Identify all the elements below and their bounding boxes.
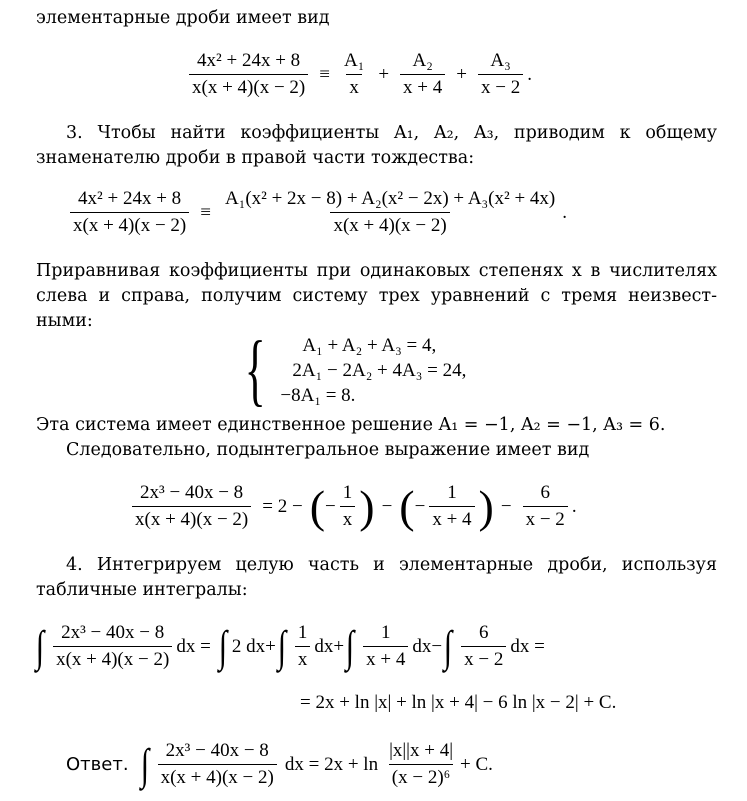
integral-term: 2 dx+ — [231, 635, 276, 657]
numerator: 4x² + 24x + 8 — [78, 188, 182, 209]
numerator: |x||x + 4| — [389, 740, 454, 761]
fraction — [189, 50, 308, 99]
equation-common-denominator — [66, 188, 567, 237]
fraction — [222, 188, 558, 237]
equation-integral-result — [300, 692, 616, 714]
equation-integrand — [128, 482, 577, 531]
answer-equation — [66, 740, 493, 789]
fraction — [53, 622, 172, 671]
fraction — [386, 740, 456, 789]
dx: dx+ — [314, 635, 345, 657]
denominator: x — [346, 74, 362, 99]
numerator: 1 — [381, 622, 391, 643]
integral-sign: ∫ — [218, 621, 228, 671]
numerator: 2x³ − 40x − 8 — [165, 740, 269, 761]
right-paren: ) — [478, 480, 494, 532]
numerator: 2x³ − 40x − 8 — [61, 622, 165, 643]
denominator: x(x + 4)(x − 2) — [132, 506, 251, 531]
denominator: x — [340, 506, 356, 531]
text-line: элементарные дроби имеет вид — [36, 8, 330, 28]
fraction — [461, 622, 506, 671]
denominator: x + 4 — [429, 506, 474, 531]
result-text: = 2x + ln |x| + ln |x + 4| − 6 ln |x − 2| + C. — [300, 692, 617, 713]
text-line: слева и справа, получим систему трех уравнений с тремя неизвест- — [36, 286, 717, 306]
fraction — [341, 50, 367, 99]
denominator: x — [295, 646, 311, 671]
equiv-sign: ≡ — [200, 201, 211, 223]
text-line: табличные интегралы: — [36, 580, 248, 600]
fraction — [70, 188, 189, 237]
numerator: 4x² + 24x + 8 — [197, 50, 301, 71]
fraction — [340, 482, 356, 531]
minus-sign: − — [500, 495, 512, 517]
denominator: x(x + 4)(x − 2) — [70, 212, 189, 237]
text-line: знаменателю дроби в правой части тождества: — [36, 148, 475, 168]
dx: dx = — [176, 635, 211, 657]
numerator: A₁(x² + 2x − 8) + A₂(x² − 2x) + A₃(x² + 4x) — [224, 188, 556, 209]
left-brace: { — [244, 326, 266, 414]
system-row: A₁ + A₂ + A₃ = 4, — [302, 334, 437, 356]
numerator: A₂ — [412, 50, 433, 71]
numerator: 6 — [479, 622, 489, 643]
text-line: ными: — [36, 311, 93, 331]
denominator: x(x + 4)(x − 2) — [53, 646, 172, 671]
fraction — [478, 50, 523, 99]
answer-label: Ответ. — [66, 754, 129, 775]
integral-sign: ∫ — [140, 739, 149, 789]
fraction — [400, 50, 445, 99]
left-paren: ( — [399, 480, 415, 532]
equation-system — [236, 326, 467, 414]
denominator: x − 2 — [523, 506, 568, 531]
left-paren: ( — [309, 480, 326, 532]
fraction — [132, 482, 251, 531]
denominator: x(x + 4)(x − 2) — [158, 764, 277, 789]
text-line: Приравнивая коэффициенты при одинаковых степенях x в числителях — [36, 261, 717, 281]
integral-sign: ∫ — [345, 621, 355, 671]
text-line: Следовательно, подынтегральное выражение имеет вид — [66, 440, 590, 460]
equals-term: = 2 − — [262, 495, 303, 517]
numerator: 1 — [342, 482, 353, 503]
fraction — [523, 482, 568, 531]
denominator: x + 4 — [400, 74, 445, 99]
integral-sign: ∫ — [443, 621, 453, 671]
fraction — [363, 622, 408, 671]
denominator: x + 4 — [363, 646, 408, 671]
text-line: Эта система имеет единственное решение A₁ = −1, A₂ = −1, A₃ = 6. — [36, 415, 666, 435]
minus-sign: − — [381, 495, 393, 517]
plus-sign: + — [378, 63, 390, 85]
answer-term: + C. — [460, 753, 493, 775]
equation-partial-fractions — [185, 50, 532, 99]
fraction — [429, 482, 474, 531]
numerator: 1 — [297, 622, 308, 643]
fraction — [295, 622, 311, 671]
right-paren: ) — [359, 480, 375, 532]
equiv-sign: ≡ — [319, 63, 330, 85]
text-line: 4. Интегрируем целую часть и элементарные дроби, используя — [66, 555, 717, 575]
denominator: (x − 2)⁶ — [389, 764, 454, 789]
dx: dx− — [412, 635, 443, 657]
denominator: x − 2 — [478, 74, 523, 99]
text-line: 3. Чтобы найти коэффициенты A₁, A₂, A₃, приводим к общему — [66, 123, 717, 143]
fraction — [158, 740, 277, 789]
period: . — [527, 63, 532, 85]
answer-term: dx = 2x + ln — [284, 753, 379, 775]
integral-sign: ∫ — [277, 621, 287, 671]
numerator: 1 — [447, 482, 457, 503]
minus-sign: − — [414, 495, 426, 517]
numerator: A₁ — [343, 50, 365, 71]
denominator: x(x + 4)(x − 2) — [189, 74, 308, 99]
plus-sign: + — [456, 63, 467, 85]
denominator: x − 2 — [461, 646, 506, 671]
numerator: A₃ — [490, 50, 511, 71]
numerator: 2x³ − 40x − 8 — [140, 482, 244, 503]
system-row: −8A₁ = 8. — [280, 384, 356, 406]
period: . — [571, 495, 577, 517]
system-row: 2A₁ − 2A₂ + 4A₃ = 24, — [292, 359, 467, 381]
period: . — [562, 201, 568, 223]
minus-sign: − — [325, 495, 336, 517]
numerator: 6 — [540, 482, 550, 503]
integral-sign: ∫ — [35, 621, 45, 671]
dx: dx = — [510, 635, 545, 657]
equation-integral — [34, 622, 545, 671]
denominator: x(x + 4)(x − 2) — [330, 212, 449, 237]
